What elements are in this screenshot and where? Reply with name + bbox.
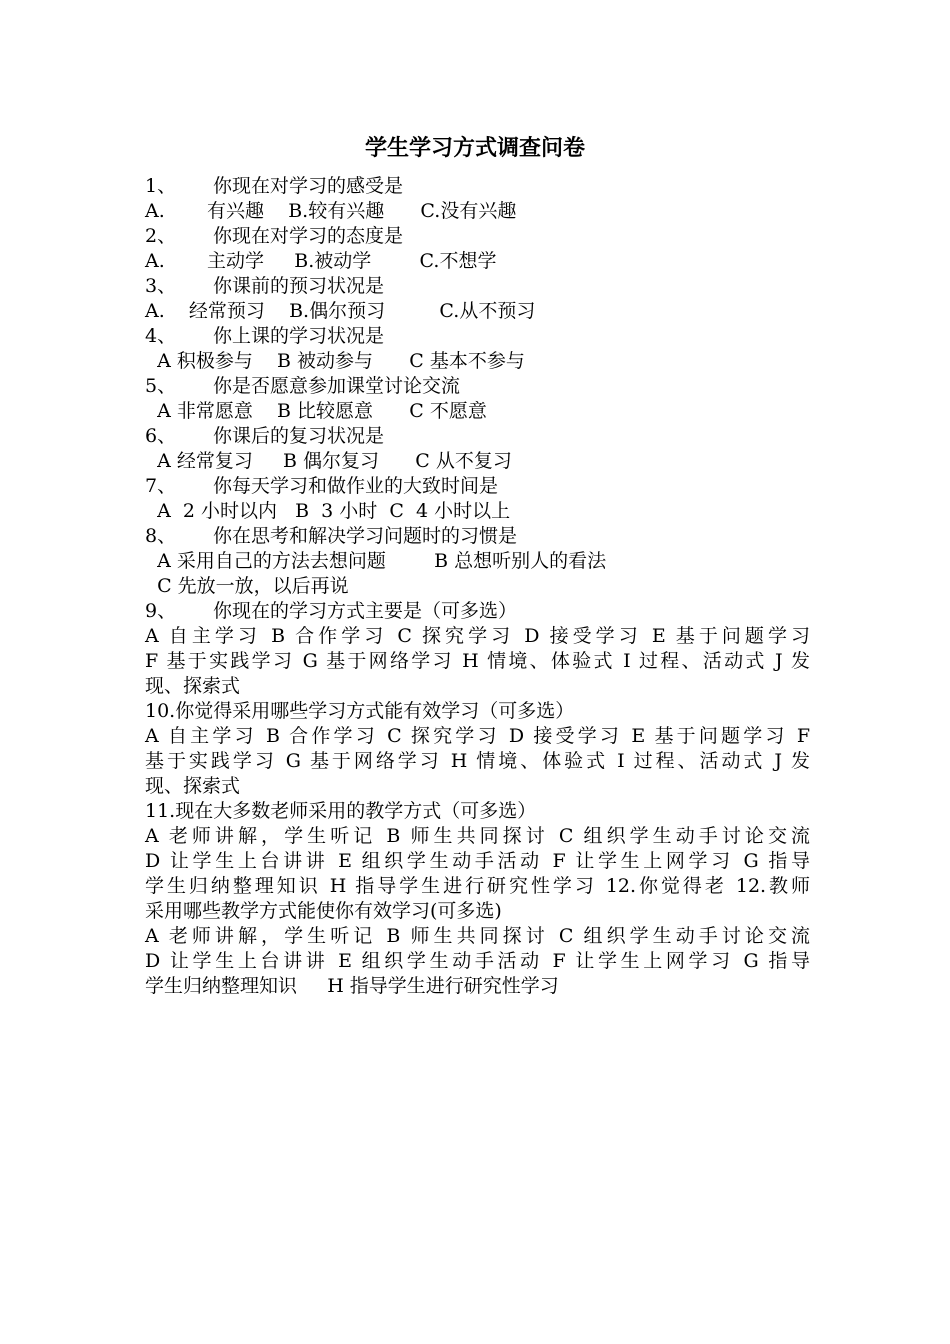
question-number: 9、 [145,600,177,622]
question-line [145,174,810,199]
question-line [145,324,810,349]
question-line [145,599,810,624]
answer-line: 基于实践学习 G 基于网络学习 H 情境、体验式 I 过程、活动式 J 发 [145,750,810,772]
question-text: 你是否愿意参加课堂讨论交流 [213,375,461,397]
answer-line: A 老师讲解，学生听记 B 师生共同探讨 C 组织学生动手讨论交流 [145,825,810,847]
answer-line: A 自主学习 B 合作学习 C 探究学习 D 接受学习 E 基于问题学习 [145,625,810,647]
question-text: 你上课的学习状况是 [213,325,385,347]
answer-line: D 让学生上台讲讲 E 组织学生动手活动 F 让学生上网学习 G 指导 [145,850,810,872]
question-number: 7、 [145,475,177,497]
answer-line: A. 主动学 B.被动学 C.不想学 [145,250,497,272]
answer-line: A 自主学习 B 合作学习 C 探究学习 D 接受学习 E 基于问题学习 F [145,725,810,747]
question-line [145,374,810,399]
answer-line: A 经常复习 B 偶尔复习 C 从不复习 [145,450,512,472]
answer-line: 11.现在大多数老师采用的教学方式（可多选） [145,800,537,822]
question-number: 3、 [145,275,177,297]
answer-line: A 积极参与 B 被动参与 C 基本不参与 [145,350,525,372]
question-text: 你课后的复习状况是 [213,425,385,447]
question-line [145,474,810,499]
question-line [145,274,810,299]
questionnaire-body [145,174,810,999]
answer-line: 10.你觉得采用哪些学习方式能有效学习（可多选） [145,700,575,722]
answer-line: A 2 小时以内 B 3 小时 C 4 小时以上 [145,500,511,522]
answer-line: A. 经常预习 B.偶尔预习 C.从不预习 [145,300,536,322]
answer-line: A 老师讲解，学生听记 B 师生共同探讨 C 组织学生动手讨论交流 [145,925,810,947]
question-number: 6、 [145,425,177,447]
question-number: 8、 [145,525,177,547]
question-number: 5、 [145,375,177,397]
answer-line: A 采用自己的方法去想问题 B 总想听别人的看法 [145,550,607,572]
question-text: 你在思考和解决学习问题时的习惯是 [213,525,518,547]
question-number: 2、 [145,225,177,247]
answer-line: 采用哪些教学方式能使你有效学习(可多选) [145,900,502,922]
question-number: 4、 [145,325,177,347]
answer-line: A 非常愿意 B 比较愿意 C 不愿意 [145,400,487,422]
question-line [145,524,810,549]
answer-line: D 让学生上台讲讲 E 组织学生动手活动 F 让学生上网学习 G 指导 [145,950,810,972]
answer-line: A. 有兴趣 B.较有兴趣 C.没有兴趣 [145,200,517,222]
answer-line: 现、探索式 [145,675,241,697]
answer-line: 学生归纳整理知识 H 指导学生进行研究性学习 12.你觉得老 12.教师 [145,875,810,897]
answer-line: 现、探索式 [145,775,241,797]
answer-line: 学生归纳整理知识 H 指导学生进行研究性学习 [145,975,559,997]
question-text: 你现在对学习的态度是 [213,225,404,247]
answer-line: C 先放一放，以后再说 [145,575,349,597]
page-title: 学生学习方式调查问卷 [364,136,585,161]
question-text: 你课前的预习状况是 [213,275,385,297]
question-line [145,424,810,449]
question-text: 你每天学习和做作业的大致时间是 [213,475,499,497]
question-line [145,224,810,249]
question-text: 你现在对学习的感受是 [213,175,404,197]
question-text: 你现在的学习方式主要是（可多选） [213,600,518,622]
answer-line: F 基于实践学习 G 基于网络学习 H 情境、体验式 I 过程、活动式 J 发 [145,650,810,672]
question-number: 1、 [145,175,177,197]
